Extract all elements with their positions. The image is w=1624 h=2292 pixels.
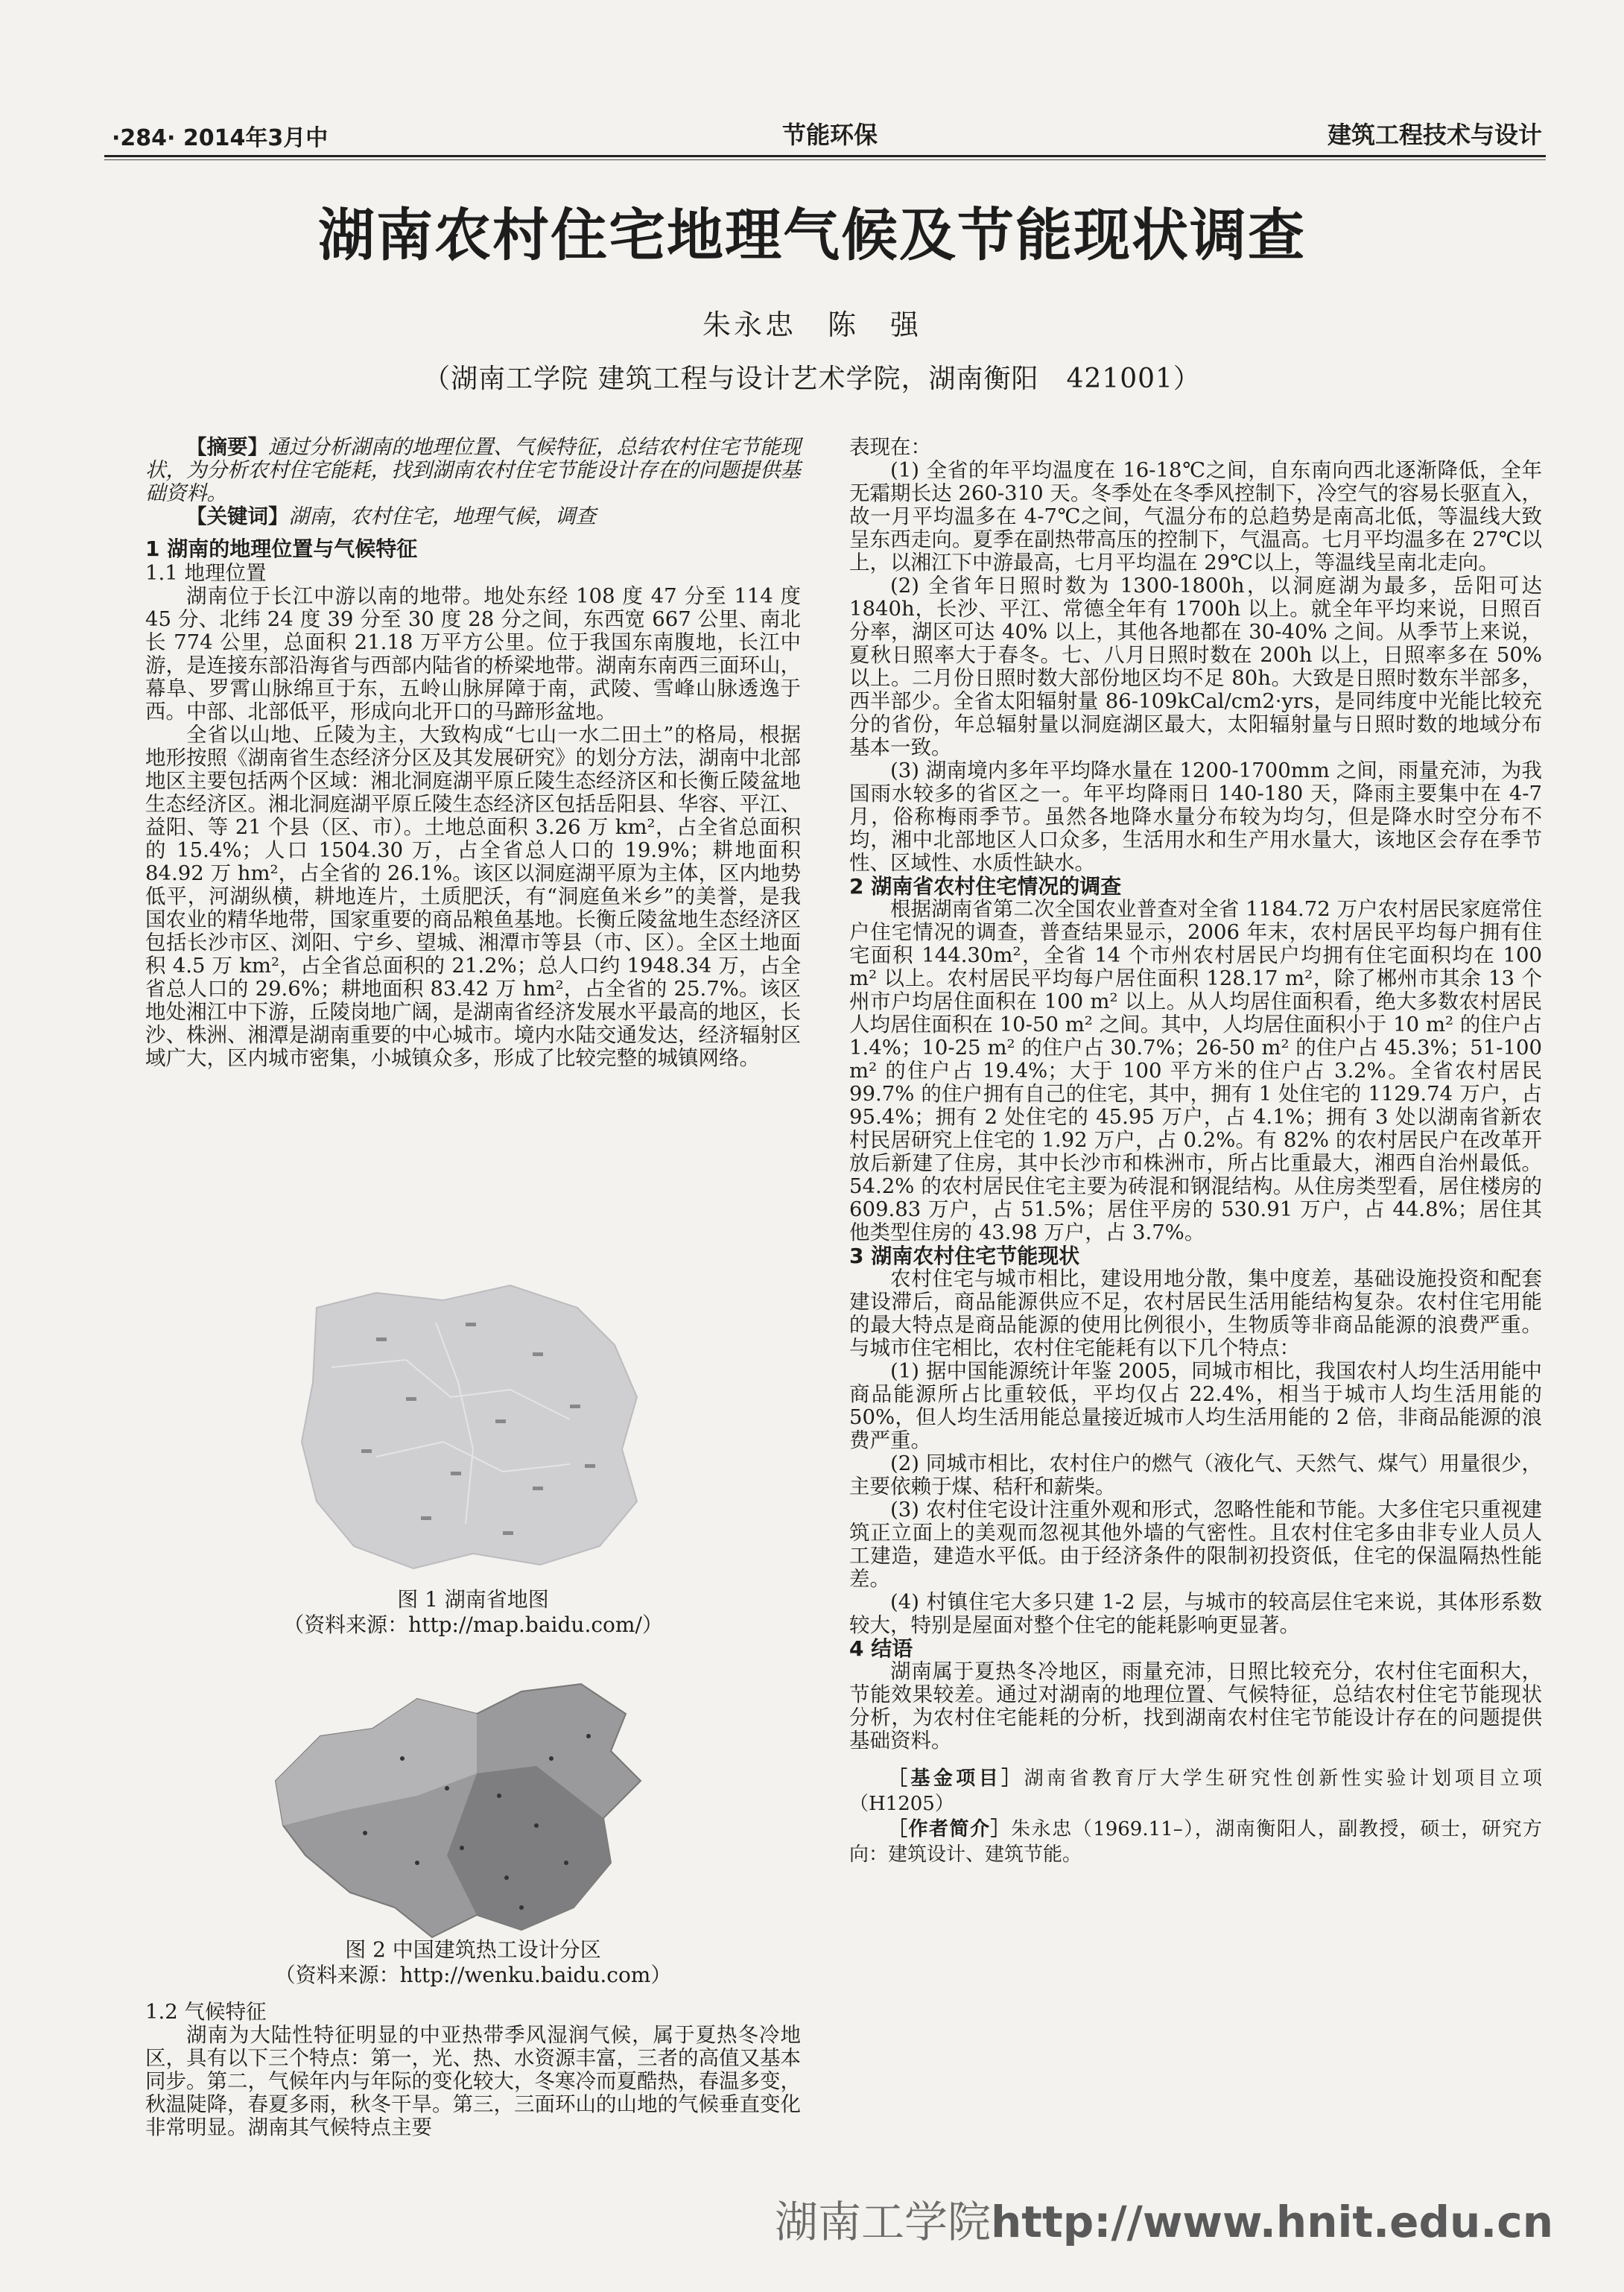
section-1-heading: 1 湖南的地理位置与气候特征 (145, 536, 418, 561)
header-rule (104, 155, 1546, 157)
fund-note (849, 1766, 1542, 1817)
fund-label: ［基金项目］ (888, 1767, 1024, 1790)
article-affiliation: （湖南工学院 建筑工程与设计艺术学院，湖南衡阳 421001） (423, 364, 1201, 394)
author-bio-text: 朱永忠（1969.11–），湖南衡阳人，副教授，硕士，研究方向：建筑设计、建筑节能。 (849, 1818, 1542, 1866)
paragraph-climate: 湖南为大陆性特征明显的中亚热带季风湿润气候，属于夏热冬冷地区，具有以下三个特点：第一，光、热、水资源丰富，三者的高值又基本同步。第二，气候年内与年际的变化较大，冬寒冷而夏酷热，春温多变，秋温陡降，春夏多雨，秋冬干旱。第三，三面环山的山地的气候垂直变化非常明显。湖南其气候特点主要 (145, 2023, 801, 2139)
keywords-text: 湖南，农村住宅，地理气候，调查 (288, 504, 596, 528)
energy-point-1: (1) 据中国能源统计年鉴 2005，同城市相比，我国农村人均生活用能中商品能源所占比重较低，平均仅占 22.4%，相当于城市人均生活用能的 50%，但人均生活用能总量接近城市人均生活用能的 2 倍，非商品能源的浪费严重。 (849, 1359, 1542, 1452)
energy-point-2: (2) 同城市相比，农村住户的燃气（液化气、天然气、煤气）用量很少，主要依赖于煤、秸秆和薪柴。 (849, 1452, 1542, 1498)
author-note (849, 1817, 1542, 1867)
climate-lead: 表现在： (849, 435, 931, 459)
abstract (145, 436, 801, 505)
figure-1-caption: 图 1 湖南省地图 (397, 1587, 549, 1612)
article-title: 湖南农村住宅地理气候及节能现状调查 (318, 202, 1306, 268)
fund-text: 湖南省教育厅大学生研究性创新性实验计划项目立项（H1205） (849, 1767, 1542, 1815)
page-watermark-footer (775, 2187, 1553, 2250)
figure-2-caption: 图 2 中国建筑热工设计分区 (345, 1937, 601, 1962)
climate-point-3: (3) 湖南境内多年平均降水量在 1200-1700mm 之间，雨量充沛，为我国雨水较多的省区之一。年平均降雨日 140-180 天，降雨主要集中在 4-7 月，俗称梅雨季节。虽然各地降水量分布较为均匀，但是降水时空分布不均，湘中北部地区人口众多，生活用水和生产用水量大，该地区会存在季节性、区域性、水质性缺水。 (849, 759, 1542, 875)
climate-point-1: (1) 全省的年平均温度在 16-18℃之间，自东南向西北逐渐降低，全年无霜期长达 260-310 天。冬季处在冬季风控制下，冷空气的容易长驱直入，故一月平均温多在 4-7℃之间，气温分布的总趋势是南高北低，等温线大致呈东西走向。夏季在副热带高压的控制下，气温高。七月平均温多在 27℃以上，以湘江下中游最高，七月平均温在 29℃以上，等温线呈南北走向。 (849, 458, 1542, 574)
section-1-2-heading: 1.2 气候特征 (145, 2000, 267, 2024)
footer-institution: 湖南工学院 (775, 2197, 992, 2247)
left-column-bottom (145, 2001, 801, 2139)
keywords (145, 505, 801, 528)
figure-2-source: （资料来源：http://wenku.baidu.com） (274, 1963, 672, 1987)
left-column (145, 436, 801, 1070)
paragraph-conclusion: 湖南属于夏热冬冷地区，雨量充沛，日照比较充分，农村住宅面积大，节能效果较差。通过对湖南的地理位置、气候特征，总结农村住宅节能现状分析，为农村住宅能耗的分析，找到湖南农村住宅节能设计存在的问题提供基础资料。 (849, 1659, 1542, 1753)
paragraph-regions: 全省以山地、丘陵为主，大致构成“七山一水二田土”的格局，根据地形按照《湖南省生态经济分区及其发展研究》的划分方法，湖南中北部地区主要包括两个区域：湘北洞庭湖平原丘陵生态经济区和长衡丘陵盆地生态经济区。湘北洞庭湖平原丘陵生态经济区包括岳阳县、华容、平江、益阳、等 21 个县（区、市）。土地总面积 3.26 万 km²，占全省总面积的 15.4%；人口 1504.30 万，占全省总人口的 19.9%；耕地面积 84.92 万 hm²，占全省的 26.1%。该区以洞庭湖平原为主体，区内地势低平，河湖纵横，耕地连片，土质肥沃，有“洞庭鱼米乡”的美誉，是我国农业的精华地带，国家重要的商品粮鱼基地。长衡丘陵盆地生态经济区包括长沙市区、浏阳、宁乡、望城、湘潭市等县（市、区）。全区土地面积 4.5 万 km²，占全省总面积的 21.2%；总人口约 1948.34 万，占全省总人口的 29.6%；耕地面积 83.42 万 hm²，占全省的 25.7%。该区地处湘江中下游，丘陵岗地广阔，是湖南省经济发展水平最高的地区，长沙、株洲、湘潭是湖南重要的中心城市。境内水陆交通发达，经济辐射区域广大，区内城市密集，小城镇众多，形成了比较完整的城镇网络。 (145, 723, 801, 1070)
section-4-heading: 4 结语 (849, 1636, 913, 1661)
header-page-info: ·284· 2014年3月中 (112, 125, 329, 151)
energy-point-4: (4) 村镇住宅大多只建 1-2 层，与城市的较高层住宅来说，其体形系数较大，特别是屋面对整个住宅的能耗影响更显著。 (849, 1590, 1542, 1637)
header-section: 节能环保 (782, 121, 878, 149)
section-2-heading: 2 湖南省农村住宅情况的调查 (849, 874, 1122, 899)
right-column (849, 436, 1542, 1867)
abstract-label: 【摘要】 (186, 435, 268, 459)
figure-hunan-map (287, 1278, 652, 1576)
abstract-text: 通过分析湖南的地理位置、气候特征，总结农村住宅节能现状，为分析农村住宅能耗，找到湖南农村住宅节能设计存在的问题提供基础资料。 (145, 435, 801, 505)
header-rule-thin (104, 159, 1546, 160)
article-notes (849, 1766, 1542, 1867)
running-header (112, 112, 1542, 156)
climate-point-2: (2) 全省年日照时数为 1300-1800h，以洞庭湖为最多，岳阳可达 1840h，长沙、平江、常德全年有 1700h 以上。就全年平均来说，日照百分率，湖区可达 40% 以上，其他各地都在 30-40% 之间。从季节上来说，夏秋日照率大于春冬。七、八月日照时数在 200h 以上，日照率多在 50% 以上。二月份日照时数大部份地区均不足 80h。大致是日照时数东半部多，西半部少。全省太阳辐射量 86-109kCal/cm2·yrs，是同纬度中光能比较充分的省份，年总辐射量以洞庭湖区最大，太阳辐射量与日照时数的地域分布基本一致。 (849, 574, 1542, 759)
footer-url: http://www.hnit.edu.cn (991, 2197, 1553, 2247)
figure-2-caption-block (145, 1937, 801, 1988)
figure-1-caption-block (145, 1587, 801, 1638)
author-bio-label: ［作者简介］ (888, 1818, 1012, 1840)
article-authors: 朱永忠 陈 强 (702, 308, 922, 341)
figure-china-thermal-zones (253, 1669, 670, 1952)
paragraph-housing-survey: 根据湖南省第二次全国农业普查对全省 1184.72 万户农村居民家庭常住户住宅情况的调查，普查结果显示，2006 年末，农村居民平均每户拥有住宅面积 144.30m²，全省 14 个市州农村居民户均拥有住宅面积均在 100 m² 以上。农村居民平均每户居住面积 128.17 m²，除了郴州市其余 13 个州市户均居住面积在 100 m² 以上。从人均居住面积看，绝大多数农村居民人均居住面积在 10-50 m² 之间。其中，人均居住面积小于 10 m² 的住户占 1.4%；10-25 m² 的住户占 30.7%；26-50 m² 的住户占 45.3%；51-100 m² 的住户占 19.4%；大于 100 平方米的住户占 3.2%。全省农村居民 99.7% 的住户拥有自己的住宅，其中，拥有 1 处住宅的 1129.74 万户，占 95.4%；拥有 2 处住宅的 45.95 万户，占 4.1%；拥有 3 处以湖南省新农村民居研究上住宅的 1.92 万户，占 0.2%。有 82% 的农村居民户在改革开放后新建了住房，其中长沙市和株洲市，所占比重最大，湘西自治州最低。54.2% 的农村居民住宅主要为砖混和钢混结构。从住房类型看，居住楼房的 609.83 万户，占 51.5%；居住平房的 530.91 万户，占 44.8%；居住其他类型住房的 43.98 万户，占 3.7%。 (849, 897, 1542, 1244)
header-journal: 建筑工程技术与设计 (1327, 121, 1542, 149)
keywords-label: 【关键词】 (186, 504, 289, 528)
section-3-heading: 3 湖南农村住宅节能现状 (849, 1244, 1080, 1268)
figure-1-source: （资料来源：http://map.baidu.com/） (283, 1612, 663, 1637)
section-1-1-heading: 1.1 地理位置 (145, 561, 267, 585)
energy-point-3: (3) 农村住宅设计注重外观和形式，忽略性能和节能。大多住宅只重视建筑正立面上的美观而忽视其他外墙的气密性。且农村住宅多由非专业人员人工建造，建造水平低。由于经济条件的限制初投资低，住宅的保温隔热性能差。 (849, 1498, 1542, 1591)
paragraph-energy-status: 农村住宅与城市相比，建设用地分散，集中度差，基础设施投资和配套建设滞后，商品能源供应不足，农村居民生活用能结构复杂。农村住宅用能的最大特点是商品能源的使用比例很小，生物质等非商品能源的浪费严重。与城市住宅相比，农村住宅能耗有以下几个特点： (849, 1267, 1542, 1360)
paragraph-geography: 湖南位于长江中游以南的地带。地处东经 108 度 47 分至 114 度 45 分、北纬 24 度 39 分至 30 度 28 分之间，东西宽 667 公里、南北长 774 公里，总面积 21.18 万平方公里。位于我国东南腹地，长江中游，是连接东部沿海省与西部内陆省的桥梁地带。湖南东南西三面环山，幕阜、罗霄山脉绵亘于东，五岭山脉屏障于南，武陵、雪峰山脉透逸于西。中部、北部低平，形成向北开口的马蹄形盆地。 (145, 584, 801, 724)
